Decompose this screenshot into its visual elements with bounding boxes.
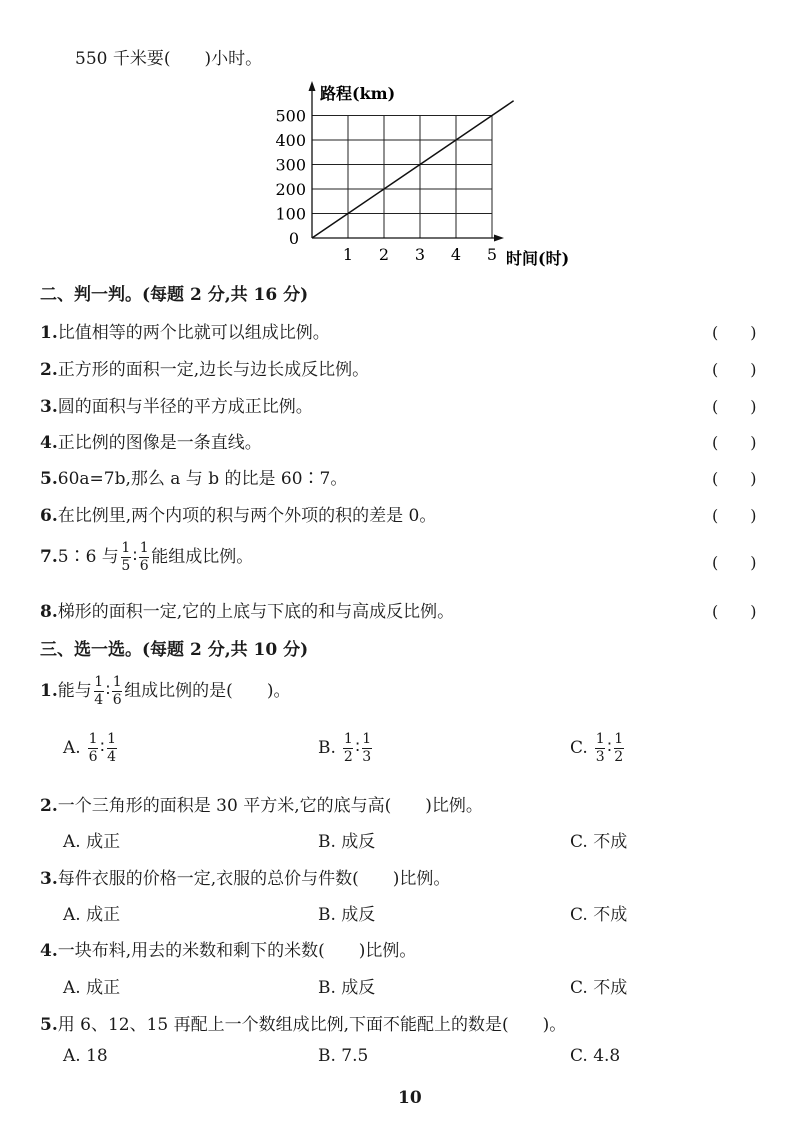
option-a[interactable]: A. 18 [63, 1046, 108, 1066]
judge-item-4: 4.正比例的图像是一条直线。 [40, 433, 262, 453]
option-b[interactable]: B. $\frac{1}{2}$ ∶ $\frac{1}{3}$ [318, 731, 372, 765]
answer-blank[interactable]: ( ) [712, 506, 757, 525]
x-axis-label: 时间(时) [506, 249, 570, 268]
answer-blank[interactable]: ( ) [712, 397, 757, 416]
x-tick-label: 2 [378, 245, 390, 264]
option-c[interactable]: C. 4.8 [570, 1046, 621, 1066]
choice-question-2: 2.一个三角形的面积是 30 平方米,它的底与高( )比例。 [40, 796, 483, 816]
answer-blank[interactable]: ( ) [712, 553, 757, 572]
choice-question-5: 5.用 6、12、15 再配上一个数组成比例,下面不能配上的数是( )。 [40, 1015, 567, 1035]
x-tick-label: 4 [450, 245, 462, 264]
series-line [312, 101, 514, 238]
option-a[interactable]: A. 成正 [63, 978, 121, 998]
y-tick-label: 300 [275, 155, 306, 175]
option-a[interactable]: A. $\frac{1}{6}$ ∶ $\frac{1}{4}$ [63, 731, 116, 765]
origin-label: 0 [288, 229, 300, 248]
answer-blank[interactable]: ( ) [712, 360, 757, 379]
choice-question-1: 1.能与 $\frac{1}{4}$ ∶ $\frac{1}{6}$ 组成比例的是( )。 [40, 674, 291, 708]
x-tick-label: 5 [486, 245, 498, 264]
option-c[interactable]: C. $\frac{1}{3}$ ∶ $\frac{1}{2}$ [570, 731, 624, 765]
y-tick-label: 100 [275, 204, 306, 224]
y-tick-label: 200 [275, 180, 306, 199]
choice-question-3: 3.每件衣服的价格一定,衣服的总价与件数( )比例。 [40, 869, 451, 889]
fraction: $\frac{1}{6}$ [112, 674, 122, 708]
option-b[interactable]: B. 7.5 [318, 1046, 369, 1066]
answer-blank[interactable]: ( ) [712, 469, 757, 488]
judge-item-5: 5.60a=7b,那么 a 与 b 的比是 60∶7。 [40, 469, 348, 489]
judge-item-6: 6.在比例里,两个内项的积与两个外项的积的差是 0。 [40, 506, 437, 526]
option-c[interactable]: C. 不成 [570, 832, 628, 852]
option-c[interactable]: C. 不成 [570, 905, 628, 925]
answer-blank[interactable]: ( ) [712, 433, 757, 452]
y-tick-label: 400 [275, 131, 306, 150]
page-number: 10 [398, 1088, 422, 1108]
fraction: $\frac{1}{5}$ [121, 540, 131, 574]
option-c[interactable]: C. 不成 [570, 978, 628, 998]
judge-item-7: 7.5∶6 与 $\frac{1}{5}$ ∶ $\frac{1}{6}$ 能组成比例。 [40, 540, 254, 574]
x-tick-label: 1 [342, 245, 354, 264]
fraction: $\frac{1}{4}$ [94, 674, 104, 708]
section-3-title: 三、选一选。(每题 2 分,共 10 分) [40, 640, 309, 660]
y-tick-label: 500 [275, 106, 306, 126]
judge-item-1: 1.比值相等的两个比就可以组成比例。 [40, 323, 330, 343]
judge-item-3: 3.圆的面积与半径的平方成正比例。 [40, 397, 313, 417]
judge-item-2: 2.正方形的面积一定,边长与边长成反比例。 [40, 360, 370, 380]
choice-question-4: 4.一块布料,用去的米数和剩下的米数( )比例。 [40, 941, 417, 961]
x-tick-label: 3 [414, 245, 426, 264]
option-b[interactable]: B. 成反 [318, 832, 376, 852]
option-a[interactable]: A. 成正 [63, 905, 121, 925]
x-axis-arrow [494, 235, 504, 242]
y-axis-label: 路程(km) [320, 84, 396, 103]
option-b[interactable]: B. 成反 [318, 978, 376, 998]
y-axis-arrow [309, 81, 316, 91]
answer-blank[interactable]: ( ) [712, 602, 757, 621]
answer-blank[interactable]: ( ) [712, 323, 757, 342]
section-2-title: 二、判一判。(每题 2 分,共 16 分) [40, 285, 309, 305]
option-b[interactable]: B. 成反 [318, 905, 376, 925]
question-fragment: 550 千米要( )小时。 [75, 49, 263, 69]
fraction: $\frac{1}{6}$ [139, 540, 149, 574]
judge-item-8: 8.梯形的面积一定,它的上底与下底的和与高成反比例。 [40, 602, 455, 622]
option-a[interactable]: A. 成正 [63, 832, 121, 852]
